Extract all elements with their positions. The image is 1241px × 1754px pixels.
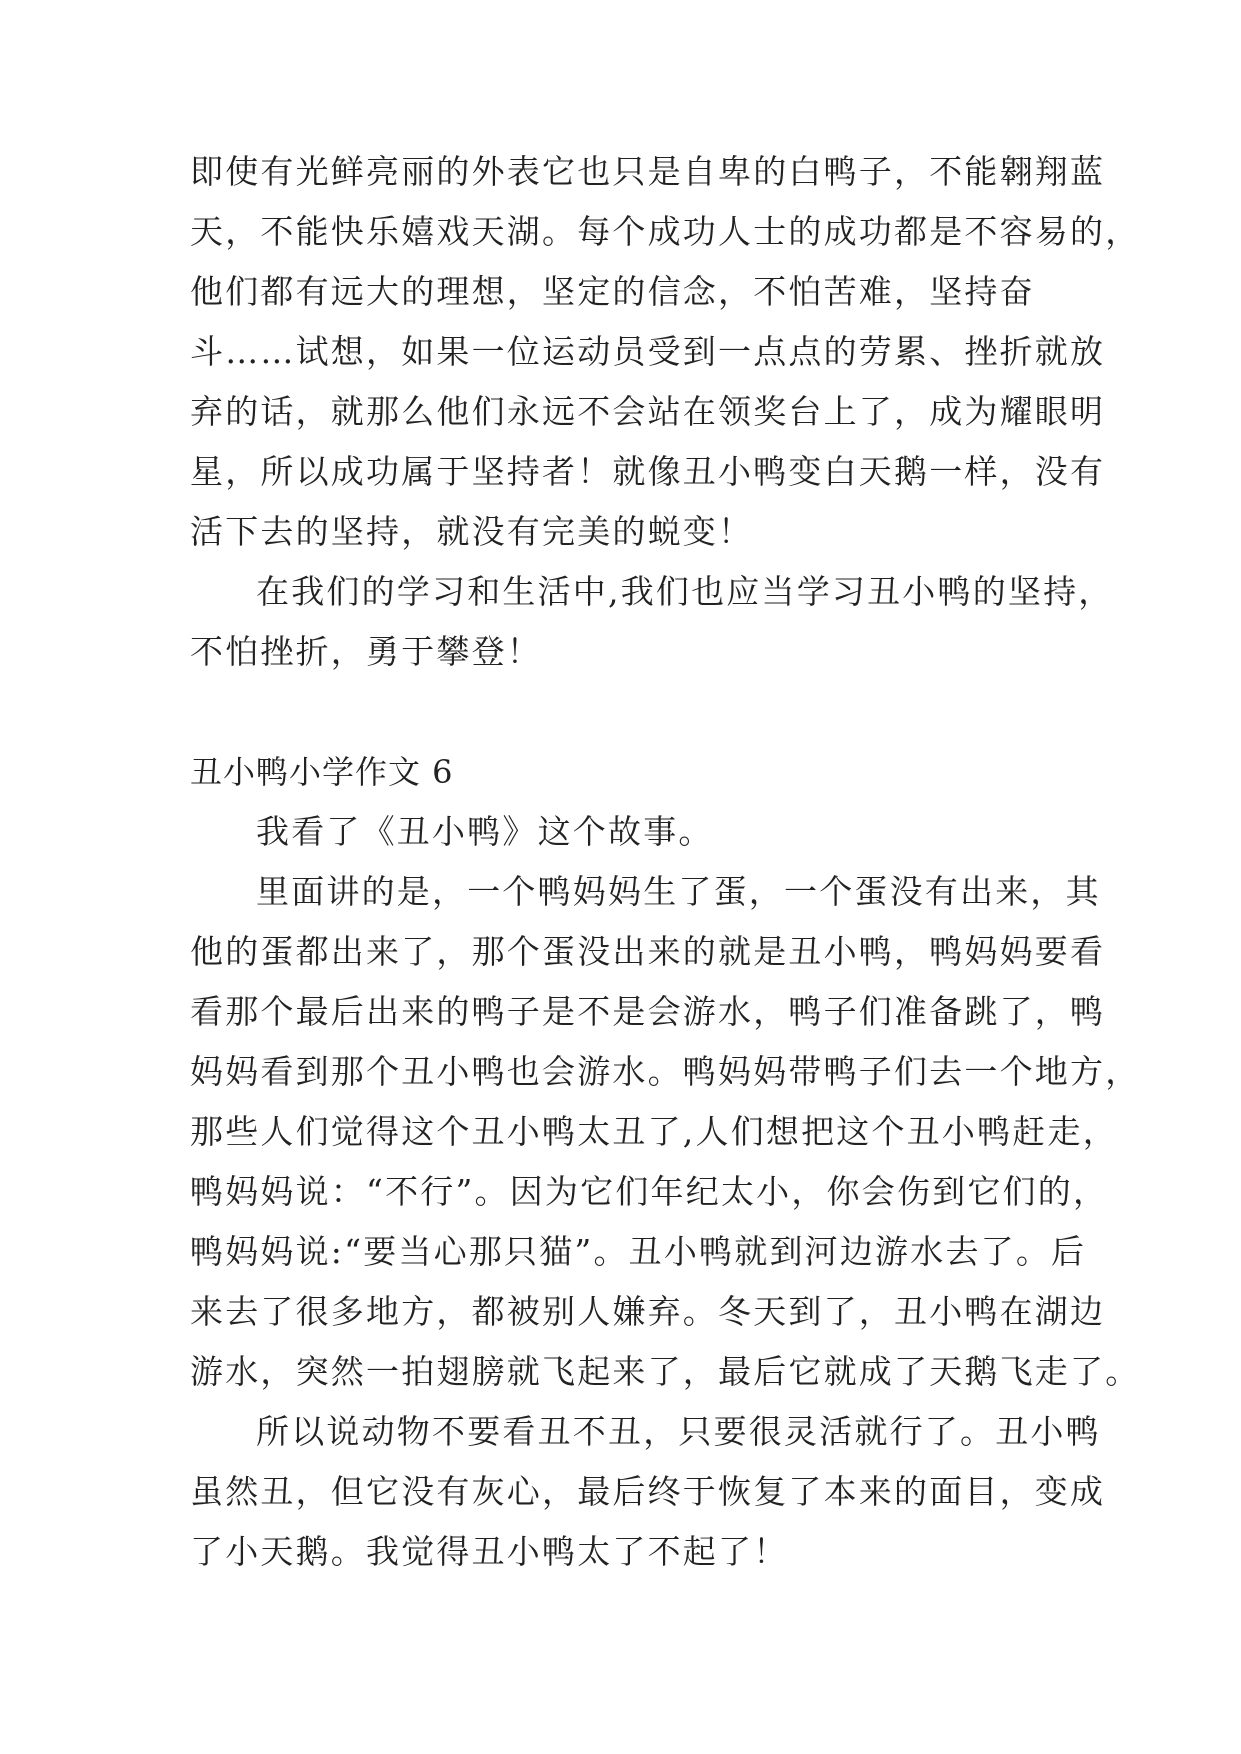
text-line: 天，不能快乐嬉戏天湖。每个成功人士的成功都是不容易的， [190,212,1141,251]
text-line: 那些人们觉得这个丑小鸭太丑了,人们想把这个丑小鸭赶走， [190,1112,1118,1151]
text-line: 星，所以成功属于坚持者！就像丑小鸭变白天鹅一样，没有 [190,452,1106,491]
text-line: 即使有光鲜亮丽的外表它也只是自卑的白鸭子，不能翱翔蓝 [190,152,1106,191]
text-line: 所以说动物不要看丑不丑，只要很灵活就行了。丑小鸭 [256,1412,1101,1451]
text-line: 活下去的坚持，就没有完美的蜕变！ [190,512,754,551]
text-line: 弃的话，就那么他们永远不会站在领奖台上了，成为耀眼明 [190,392,1106,431]
section-title: 丑小鸭小学作文 6 [190,753,454,791]
text-line: 了小天鹅。我觉得丑小鸭太了不起了！ [190,1532,789,1571]
text-line: 虽然丑，但它没有灰心，最后终于恢复了本来的面目，变成 [190,1472,1106,1511]
text-line: 看那个最后出来的鸭子是不是会游水，鸭子们准备跳了，鸭 [190,992,1106,1031]
text-line: 他的蛋都出来了，那个蛋没出来的就是丑小鸭，鸭妈妈要看 [190,932,1106,971]
text-line: 来去了很多地方，都被别人嫌弃。冬天到了，丑小鸭在湖边 [190,1292,1106,1331]
text-line: 斗……试想，如果一位运动员受到一点点的劳累、挫折就放 [190,332,1106,371]
text-line: 他们都有远大的理想，坚定的信念，不怕苦难，坚持奋 [190,272,1035,311]
text-line: 里面讲的是，一个鸭妈妈生了蛋，一个蛋没有出来，其 [256,872,1101,911]
text-line: 我看了《丑小鸭》这个故事。 [256,812,714,851]
text-line: 游水，突然一拍翅膀就飞起来了，最后它就成了天鹅飞走了。 [190,1352,1141,1391]
text-line: 不怕挫折，勇于攀登！ [190,632,542,671]
text-line: 鸭妈妈说:“要当心那只猫”。丑小鸭就到河边游水去了。后 [190,1232,1087,1271]
text-line: 妈妈看到那个丑小鸭也会游水。鸭妈妈带鸭子们去一个地方， [190,1052,1141,1091]
text-line: 鸭妈妈说：“不行”。因为它们年纪太小，你会伤到它们的， [190,1172,1109,1211]
text-line: 在我们的学习和生活中,我们也应当学习丑小鸭的坚持， [256,572,1114,611]
